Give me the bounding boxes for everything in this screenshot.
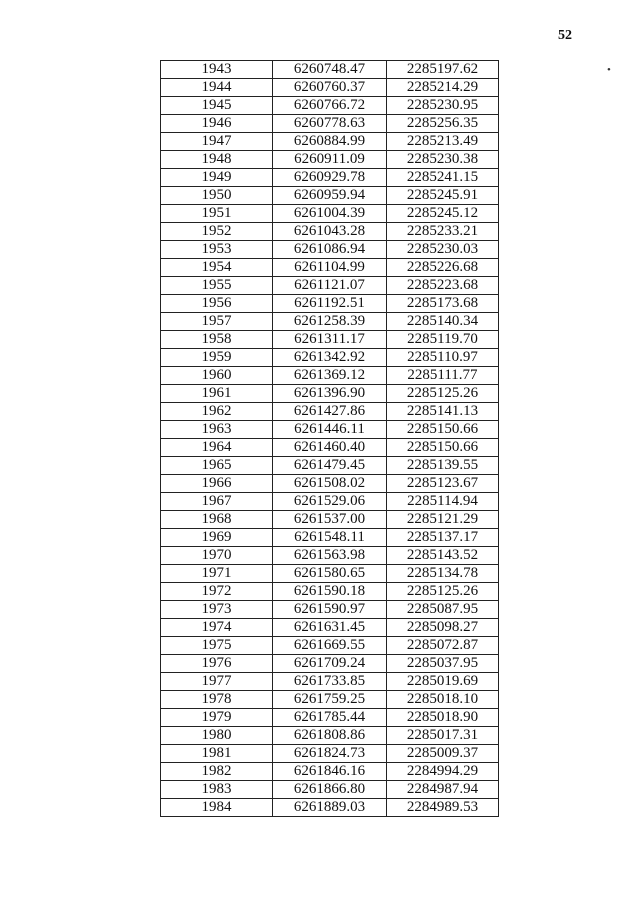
y-coordinate-cell: 2285230.03	[387, 241, 499, 259]
y-coordinate-cell: 2285230.95	[387, 97, 499, 115]
y-coordinate-cell: 2285256.35	[387, 115, 499, 133]
x-coordinate-cell: 6261427.86	[273, 403, 387, 421]
x-coordinate-cell: 6261580.65	[273, 565, 387, 583]
x-coordinate-cell: 6261889.03	[273, 799, 387, 817]
y-coordinate-cell: 2285009.37	[387, 745, 499, 763]
table-row	[161, 619, 499, 637]
point-number-cell: 1972	[161, 583, 273, 601]
point-number-cell: 1953	[161, 241, 273, 259]
point-number-cell: 1943	[161, 61, 273, 79]
point-number-cell: 1967	[161, 493, 273, 511]
x-coordinate-cell: 6261759.25	[273, 691, 387, 709]
x-coordinate-cell: 6261342.92	[273, 349, 387, 367]
x-coordinate-cell: 6261785.44	[273, 709, 387, 727]
point-number-cell: 1974	[161, 619, 273, 637]
point-number-cell: 1957	[161, 313, 273, 331]
point-number-cell: 1977	[161, 673, 273, 691]
y-coordinate-cell: 2285213.49	[387, 133, 499, 151]
point-number-cell: 1946	[161, 115, 273, 133]
x-coordinate-cell: 6261590.97	[273, 601, 387, 619]
table-row	[161, 745, 499, 763]
y-coordinate-cell: 2285017.31	[387, 727, 499, 745]
table-row	[161, 385, 499, 403]
table-row	[161, 61, 499, 79]
table-row	[161, 259, 499, 277]
x-coordinate-cell: 6260929.78	[273, 169, 387, 187]
table-row	[161, 241, 499, 259]
y-coordinate-cell: 2285111.77	[387, 367, 499, 385]
y-coordinate-cell: 2284989.53	[387, 799, 499, 817]
y-coordinate-cell: 2285114.94	[387, 493, 499, 511]
table-row	[161, 367, 499, 385]
y-coordinate-cell: 2285019.69	[387, 673, 499, 691]
table-row	[161, 709, 499, 727]
point-number-cell: 1956	[161, 295, 273, 313]
point-number-cell: 1973	[161, 601, 273, 619]
table-row	[161, 403, 499, 421]
y-coordinate-cell: 2284987.94	[387, 781, 499, 799]
x-coordinate-cell: 6261479.45	[273, 457, 387, 475]
point-number-cell: 1944	[161, 79, 273, 97]
table-row	[161, 331, 499, 349]
y-coordinate-cell: 2285087.95	[387, 601, 499, 619]
table-row	[161, 439, 499, 457]
y-coordinate-cell: 2284994.29	[387, 763, 499, 781]
point-number-cell: 1978	[161, 691, 273, 709]
y-coordinate-cell: 2285214.29	[387, 79, 499, 97]
x-coordinate-cell: 6261824.73	[273, 745, 387, 763]
y-coordinate-cell: 2285125.26	[387, 583, 499, 601]
table-row	[161, 169, 499, 187]
x-coordinate-cell: 6261563.98	[273, 547, 387, 565]
point-number-cell: 1965	[161, 457, 273, 475]
table-row	[161, 97, 499, 115]
y-coordinate-cell: 2285139.55	[387, 457, 499, 475]
y-coordinate-cell: 2285018.90	[387, 709, 499, 727]
point-number-cell: 1963	[161, 421, 273, 439]
y-coordinate-cell: 2285173.68	[387, 295, 499, 313]
x-coordinate-cell: 6260766.72	[273, 97, 387, 115]
point-number-cell: 1950	[161, 187, 273, 205]
table-row	[161, 673, 499, 691]
point-number-cell: 1951	[161, 205, 273, 223]
point-number-cell: 1966	[161, 475, 273, 493]
y-coordinate-cell: 2285245.12	[387, 205, 499, 223]
y-coordinate-cell: 2285140.34	[387, 313, 499, 331]
table-row	[161, 205, 499, 223]
coordinates-table	[160, 60, 499, 817]
y-coordinate-cell: 2285098.27	[387, 619, 499, 637]
table-row	[161, 295, 499, 313]
table-row	[161, 637, 499, 655]
x-coordinate-cell: 6260911.09	[273, 151, 387, 169]
point-number-cell: 1980	[161, 727, 273, 745]
y-coordinate-cell: 2285137.17	[387, 529, 499, 547]
x-coordinate-cell: 6260748.47	[273, 61, 387, 79]
table-row	[161, 313, 499, 331]
x-coordinate-cell: 6261369.12	[273, 367, 387, 385]
y-coordinate-cell: 2285141.13	[387, 403, 499, 421]
table-row	[161, 691, 499, 709]
x-coordinate-cell: 6261548.11	[273, 529, 387, 547]
x-coordinate-cell: 6261396.90	[273, 385, 387, 403]
point-number-cell: 1969	[161, 529, 273, 547]
y-coordinate-cell: 2285143.52	[387, 547, 499, 565]
point-number-cell: 1952	[161, 223, 273, 241]
point-number-cell: 1968	[161, 511, 273, 529]
table-row	[161, 151, 499, 169]
x-coordinate-cell: 6261866.80	[273, 781, 387, 799]
point-number-cell: 1958	[161, 331, 273, 349]
point-number-cell: 1970	[161, 547, 273, 565]
x-coordinate-cell: 6261846.16	[273, 763, 387, 781]
coordinates-table-body	[161, 61, 499, 817]
y-coordinate-cell: 2285226.68	[387, 259, 499, 277]
point-number-cell: 1971	[161, 565, 273, 583]
y-coordinate-cell: 2285123.67	[387, 475, 499, 493]
y-coordinate-cell: 2285150.66	[387, 439, 499, 457]
y-coordinate-cell: 2285125.26	[387, 385, 499, 403]
point-number-cell: 1949	[161, 169, 273, 187]
point-number-cell: 1964	[161, 439, 273, 457]
table-row	[161, 781, 499, 799]
table-row	[161, 655, 499, 673]
y-coordinate-cell: 2285119.70	[387, 331, 499, 349]
table-row	[161, 277, 499, 295]
page-number: 52	[558, 28, 572, 43]
point-number-cell: 1984	[161, 799, 273, 817]
y-coordinate-cell: 2285037.95	[387, 655, 499, 673]
point-number-cell: 1945	[161, 97, 273, 115]
table-row	[161, 349, 499, 367]
point-number-cell: 1960	[161, 367, 273, 385]
y-coordinate-cell: 2285223.68	[387, 277, 499, 295]
table-row	[161, 493, 499, 511]
point-number-cell: 1947	[161, 133, 273, 151]
x-coordinate-cell: 6261104.99	[273, 259, 387, 277]
point-number-cell: 1961	[161, 385, 273, 403]
x-coordinate-cell: 6261529.06	[273, 493, 387, 511]
table-row	[161, 115, 499, 133]
x-coordinate-cell: 6261446.11	[273, 421, 387, 439]
coordinates-table-container	[160, 60, 498, 817]
point-number-cell: 1983	[161, 781, 273, 799]
table-row	[161, 799, 499, 817]
table-row	[161, 511, 499, 529]
point-number-cell: 1954	[161, 259, 273, 277]
point-number-cell: 1955	[161, 277, 273, 295]
x-coordinate-cell: 6261508.02	[273, 475, 387, 493]
y-coordinate-cell: 2285150.66	[387, 421, 499, 439]
x-coordinate-cell: 6261258.39	[273, 313, 387, 331]
y-coordinate-cell: 2285230.38	[387, 151, 499, 169]
y-coordinate-cell: 2285018.10	[387, 691, 499, 709]
table-row	[161, 223, 499, 241]
y-coordinate-cell: 2285197.62	[387, 61, 499, 79]
x-coordinate-cell: 6261004.39	[273, 205, 387, 223]
x-coordinate-cell: 6261086.94	[273, 241, 387, 259]
x-coordinate-cell: 6261733.85	[273, 673, 387, 691]
x-coordinate-cell: 6261043.28	[273, 223, 387, 241]
table-row	[161, 601, 499, 619]
y-coordinate-cell: 2285233.21	[387, 223, 499, 241]
table-row	[161, 763, 499, 781]
x-coordinate-cell: 6261590.18	[273, 583, 387, 601]
x-coordinate-cell: 6261121.07	[273, 277, 387, 295]
x-coordinate-cell: 6261537.00	[273, 511, 387, 529]
point-number-cell: 1975	[161, 637, 273, 655]
y-coordinate-cell: 2285134.78	[387, 565, 499, 583]
table-row	[161, 547, 499, 565]
point-number-cell: 1979	[161, 709, 273, 727]
point-number-cell: 1959	[161, 349, 273, 367]
table-row	[161, 529, 499, 547]
y-coordinate-cell: 2285121.29	[387, 511, 499, 529]
table-row	[161, 727, 499, 745]
table-row	[161, 79, 499, 97]
point-number-cell: 1981	[161, 745, 273, 763]
y-coordinate-cell: 2285110.97	[387, 349, 499, 367]
point-number-cell: 1976	[161, 655, 273, 673]
x-coordinate-cell: 6261709.24	[273, 655, 387, 673]
x-coordinate-cell: 6261192.51	[273, 295, 387, 313]
y-coordinate-cell: 2285245.91	[387, 187, 499, 205]
point-number-cell: 1982	[161, 763, 273, 781]
y-coordinate-cell: 2285072.87	[387, 637, 499, 655]
x-coordinate-cell: 6261808.86	[273, 727, 387, 745]
x-coordinate-cell: 6260884.99	[273, 133, 387, 151]
table-row	[161, 187, 499, 205]
table-row	[161, 133, 499, 151]
x-coordinate-cell: 6261460.40	[273, 439, 387, 457]
point-number-cell: 1948	[161, 151, 273, 169]
table-row	[161, 583, 499, 601]
x-coordinate-cell: 6261311.17	[273, 331, 387, 349]
x-coordinate-cell: 6261631.45	[273, 619, 387, 637]
table-row	[161, 421, 499, 439]
table-row	[161, 475, 499, 493]
table-row	[161, 565, 499, 583]
scan-mark: •	[607, 64, 611, 76]
table-row	[161, 457, 499, 475]
x-coordinate-cell: 6260778.63	[273, 115, 387, 133]
y-coordinate-cell: 2285241.15	[387, 169, 499, 187]
x-coordinate-cell: 6261669.55	[273, 637, 387, 655]
point-number-cell: 1962	[161, 403, 273, 421]
x-coordinate-cell: 6260760.37	[273, 79, 387, 97]
x-coordinate-cell: 6260959.94	[273, 187, 387, 205]
